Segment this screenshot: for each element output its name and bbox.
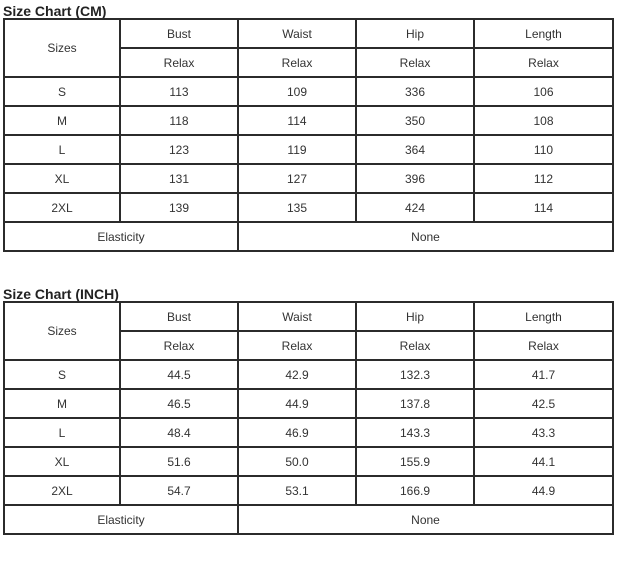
table-row [4, 135, 613, 164]
hip-cell: 364 [356, 135, 474, 164]
table-row [4, 164, 613, 193]
hip-cell: 396 [356, 164, 474, 193]
bust-cell: 46.5 [120, 389, 238, 418]
size-cell: 2XL [4, 476, 120, 505]
waist-header-cell: Waist [238, 302, 356, 331]
length-cell: 108 [474, 106, 613, 135]
table-row [4, 106, 613, 135]
table-row [4, 389, 613, 418]
elasticity-row [4, 505, 613, 534]
sizes-header-cell: Sizes [4, 19, 120, 77]
table-row [4, 360, 613, 389]
waist-cell: 50.0 [238, 447, 356, 476]
size-cell: M [4, 389, 120, 418]
waist-cell: 53.1 [238, 476, 356, 505]
bust-cell: 139 [120, 193, 238, 222]
bust-cell: 44.5 [120, 360, 238, 389]
hip-cell: 424 [356, 193, 474, 222]
bust-fit-cell: Relax [120, 48, 238, 77]
length-cell: 42.5 [474, 389, 613, 418]
elasticity-label-cell: Elasticity [4, 505, 238, 534]
size-cell: L [4, 418, 120, 447]
size-cell: S [4, 77, 120, 106]
size-chart-inch-title: Size Chart (INCH) [3, 286, 119, 302]
size-chart-cm-title: Size Chart (CM) [3, 3, 107, 19]
waist-cell: 109 [238, 77, 356, 106]
size-cell: XL [4, 164, 120, 193]
size-cell: S [4, 360, 120, 389]
length-cell: 41.7 [474, 360, 613, 389]
bust-header-cell: Bust [120, 19, 238, 48]
table-row [4, 418, 613, 447]
length-fit-cell: Relax [474, 48, 613, 77]
hip-cell: 137.8 [356, 389, 474, 418]
length-cell: 43.3 [474, 418, 613, 447]
size-chart-cm-table [3, 18, 614, 252]
length-cell: 44.9 [474, 476, 613, 505]
bust-cell: 51.6 [120, 447, 238, 476]
waist-cell: 44.9 [238, 389, 356, 418]
table-row [4, 476, 613, 505]
table-row [4, 77, 613, 106]
elasticity-value-cell: None [238, 222, 613, 251]
length-cell: 112 [474, 164, 613, 193]
size-cell: M [4, 106, 120, 135]
waist-cell: 119 [238, 135, 356, 164]
table-header-row [4, 302, 613, 331]
length-cell: 106 [474, 77, 613, 106]
bust-header-cell: Bust [120, 302, 238, 331]
length-fit-cell: Relax [474, 331, 613, 360]
bust-cell: 54.7 [120, 476, 238, 505]
elasticity-label-cell: Elasticity [4, 222, 238, 251]
length-cell: 110 [474, 135, 613, 164]
hip-cell: 350 [356, 106, 474, 135]
bust-cell: 123 [120, 135, 238, 164]
hip-header-cell: Hip [356, 19, 474, 48]
hip-fit-cell: Relax [356, 48, 474, 77]
hip-fit-cell: Relax [356, 331, 474, 360]
table-row [4, 447, 613, 476]
table-row [4, 193, 613, 222]
size-cell: 2XL [4, 193, 120, 222]
waist-fit-cell: Relax [238, 48, 356, 77]
hip-cell: 143.3 [356, 418, 474, 447]
elasticity-row [4, 222, 613, 251]
waist-cell: 42.9 [238, 360, 356, 389]
hip-cell: 336 [356, 77, 474, 106]
waist-cell: 46.9 [238, 418, 356, 447]
bust-cell: 118 [120, 106, 238, 135]
length-cell: 114 [474, 193, 613, 222]
length-header-cell: Length [474, 302, 613, 331]
hip-header-cell: Hip [356, 302, 474, 331]
length-cell: 44.1 [474, 447, 613, 476]
bust-cell: 131 [120, 164, 238, 193]
table-header-row [4, 19, 613, 48]
size-cell: L [4, 135, 120, 164]
bust-cell: 48.4 [120, 418, 238, 447]
elasticity-value-cell: None [238, 505, 613, 534]
hip-cell: 166.9 [356, 476, 474, 505]
hip-cell: 132.3 [356, 360, 474, 389]
size-chart-inch-table [3, 301, 614, 535]
waist-cell: 127 [238, 164, 356, 193]
waist-cell: 135 [238, 193, 356, 222]
waist-cell: 114 [238, 106, 356, 135]
waist-header-cell: Waist [238, 19, 356, 48]
hip-cell: 155.9 [356, 447, 474, 476]
length-header-cell: Length [474, 19, 613, 48]
sizes-header-cell: Sizes [4, 302, 120, 360]
bust-cell: 113 [120, 77, 238, 106]
waist-fit-cell: Relax [238, 331, 356, 360]
bust-fit-cell: Relax [120, 331, 238, 360]
size-cell: XL [4, 447, 120, 476]
